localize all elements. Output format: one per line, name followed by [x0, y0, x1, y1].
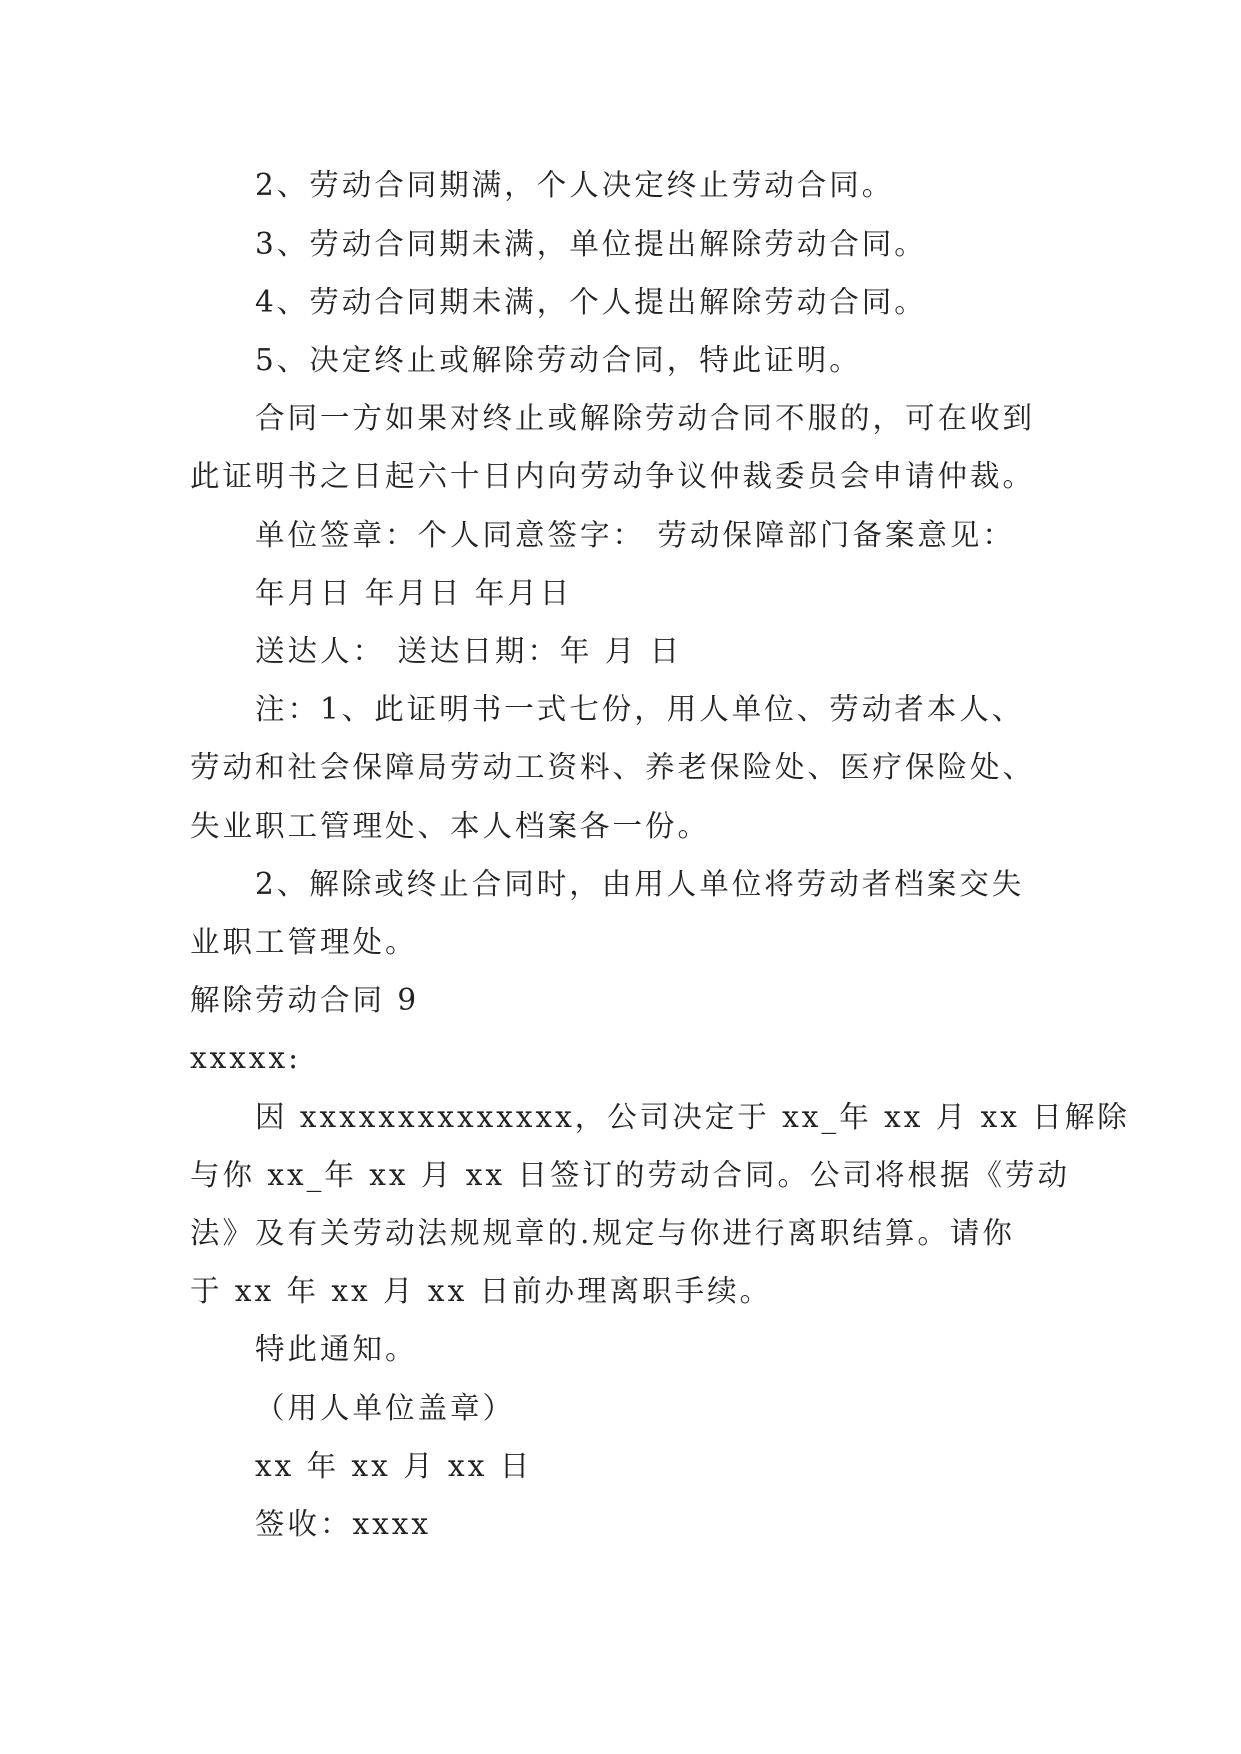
appeal-line-1: 合同一方如果对终止或解除劳动合同不服的，可在收到 [255, 401, 1036, 435]
note-line-5: 业职工管理处。 [190, 925, 418, 959]
section-title: 解除劳动合同 9 [190, 983, 420, 1017]
item-5: 5、决定终止或解除劳动合同，特此证明。 [255, 343, 862, 377]
body-line-1: 因 xxxxxxxxxxxxxx，公司决定于 xx_年 xx 月 xx 日解除 [255, 1100, 1130, 1134]
body-line-4: 于 xx 年 xx 月 xx 日前办理离职手续。 [190, 1274, 773, 1308]
note-line-3: 失业职工管理处、本人档案各一份。 [190, 809, 711, 843]
section-date: xx 年 xx 月 xx 日 [255, 1449, 533, 1483]
stamp-line: （用人单位盖章） [255, 1391, 516, 1425]
body-line-2: 与你 xx_年 xx 月 xx 日签订的劳动合同。公司将根据《劳动 [190, 1158, 1070, 1192]
item-4: 4、劳动合同期未满，个人提出解除劳动合同。 [255, 285, 927, 319]
item-2: 2、劳动合同期满，个人决定终止劳动合同。 [255, 168, 895, 202]
date-line: 年月日 年月日 年月日 [255, 576, 573, 610]
notice-line: 特此通知。 [255, 1332, 418, 1366]
recipient: xxxxx: [190, 1041, 302, 1075]
item-3: 3、劳动合同期未满，单位提出解除劳动合同。 [255, 227, 927, 261]
appeal-line-2: 此证明书之日起六十日内向劳动争议仲裁委员会申请仲裁。 [190, 459, 1036, 493]
delivery-line: 送达人： 送达日期：年 月 日 [255, 634, 683, 668]
receipt-line: 签收：xxxx [255, 1507, 432, 1541]
signature-line: 单位签章：个人同意签字： 劳动保障部门备案意见： [255, 518, 1015, 552]
note-line-2: 劳动和社会保障局劳动工资料、养老保险处、医疗保险处、 [190, 750, 1036, 784]
note-line-4: 2、解除或终止合同时，由用人单位将劳动者档案交失 [255, 867, 1025, 901]
note-line-1: 注：1、此证明书一式七份，用人单位、劳动者本人、 [255, 692, 1025, 726]
body-line-3: 法》及有关劳动法规规章的.规定与你进行离职结算。请你 [190, 1216, 1015, 1250]
